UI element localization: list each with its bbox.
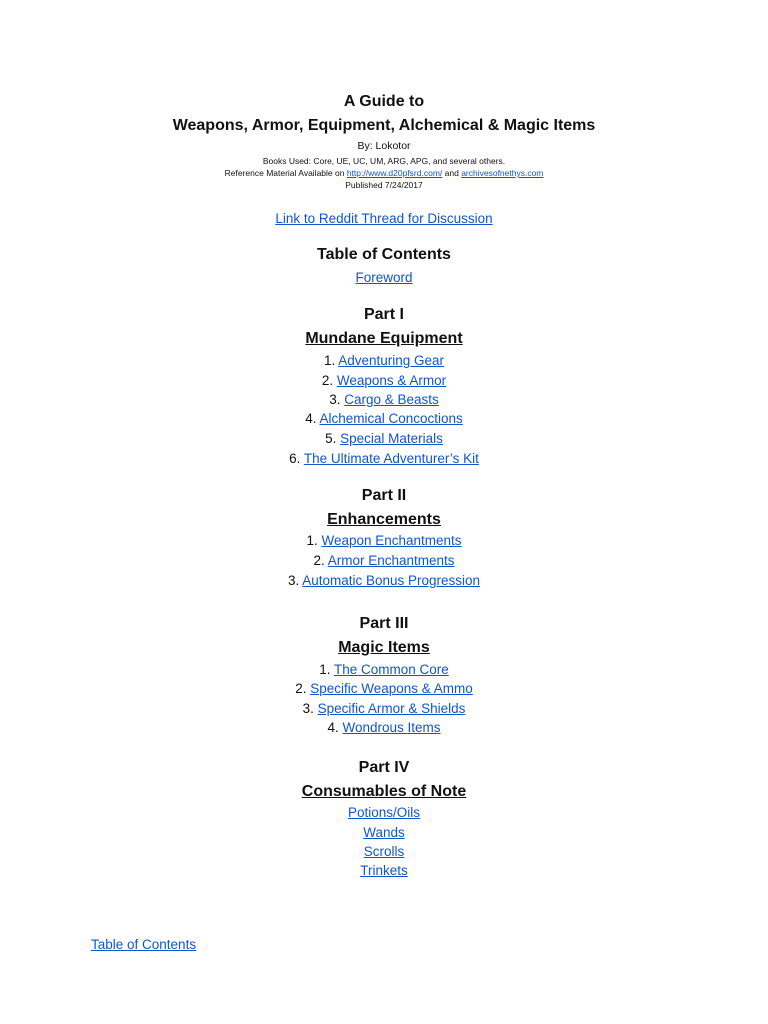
reference-line	[0, 168, 768, 178]
title-line-1: A Guide to	[343, 93, 425, 110]
d20pfsrd-link[interactable]: http://www.d20pfsrd.com/	[346, 168, 443, 178]
toc-link-scrolls[interactable]: Scrolls	[363, 844, 405, 859]
toc-link-weapon-enchantments[interactable]: Weapon Enchantments	[321, 533, 462, 548]
item-number: 2.	[295, 681, 311, 696]
toc-link-automatic-bonus-progression[interactable]: Automatic Bonus Progression	[302, 573, 481, 588]
toc-link-potions-oils[interactable]: Potions/Oils	[347, 805, 421, 820]
books-used: Books Used: Core, UE, UC, UM, ARG, APG, and several others.	[262, 156, 506, 166]
toc-link-alchemical-concoctions[interactable]: Alchemical Concoctions	[319, 411, 463, 426]
reference-prefix: Reference Material Available on	[224, 168, 347, 178]
toc-link-specific-weapons-ammo[interactable]: Specific Weapons & Ammo	[310, 681, 473, 696]
part-2-title: Enhancements	[327, 511, 441, 528]
list-item	[0, 825, 768, 840]
foreword-link[interactable]: Foreword	[355, 270, 413, 285]
published-date: Published 7/24/2017	[345, 180, 423, 190]
list-item	[0, 411, 768, 426]
archives-of-nethys-link[interactable]: archivesofnethys.com	[461, 168, 544, 178]
item-number: 1.	[323, 353, 339, 368]
list-item	[0, 681, 768, 696]
list-item	[0, 533, 768, 548]
back-to-toc-link[interactable]: Table of Contents	[91, 937, 197, 952]
item-number: 3.	[287, 573, 303, 588]
list-item	[0, 720, 768, 735]
item-number: 4.	[327, 720, 343, 735]
part-4-label: Part IV	[358, 759, 410, 776]
list-item	[0, 451, 768, 466]
item-number: 4.	[305, 411, 320, 426]
title-line-2: Weapons, Armor, Equipment, Alchemical & Magic Items	[172, 117, 596, 134]
item-number: 2.	[313, 553, 328, 568]
part-1-title: Mundane Equipment	[305, 330, 463, 347]
list-item	[0, 863, 768, 878]
toc-link-ultimate-adventurers-kit[interactable]: The Ultimate Adventurer’s Kit	[303, 451, 479, 466]
part-3-title: Magic Items	[338, 639, 430, 656]
toc-link-wondrous-items[interactable]: Wondrous Items	[342, 720, 441, 735]
list-item	[0, 844, 768, 859]
toc-link-wands[interactable]: Wands	[363, 825, 405, 840]
list-item	[0, 805, 768, 820]
byline: By: Lokotor	[357, 140, 411, 152]
toc-link-common-core[interactable]: The Common Core	[333, 662, 449, 677]
item-number: 3.	[329, 392, 345, 407]
item-number: 3.	[302, 701, 318, 716]
toc-link-weapons-armor[interactable]: Weapons & Armor	[336, 373, 447, 388]
part-4-title: Consumables of Note	[301, 783, 467, 800]
foreword-row	[0, 270, 768, 285]
reddit-thread-link[interactable]: Link to Reddit Thread for Discussion	[275, 211, 493, 226]
item-number: 1.	[319, 662, 334, 677]
part-2-label: Part II	[361, 487, 407, 504]
list-item	[0, 392, 768, 407]
toc-link-armor-enchantments[interactable]: Armor Enchantments	[327, 553, 455, 568]
item-number: 6.	[289, 451, 304, 466]
toc-link-cargo-beasts[interactable]: Cargo & Beasts	[344, 392, 439, 407]
list-item	[0, 373, 768, 388]
list-item	[0, 701, 768, 716]
list-item	[0, 431, 768, 446]
list-item	[0, 553, 768, 568]
toc-link-adventuring-gear[interactable]: Adventuring Gear	[338, 353, 445, 368]
part-3-label: Part III	[359, 615, 409, 632]
reddit-link-row	[0, 211, 768, 226]
list-item	[0, 662, 768, 677]
toc-link-trinkets[interactable]: Trinkets	[360, 863, 408, 878]
list-item	[0, 353, 768, 368]
toc-link-specific-armor-shields[interactable]: Specific Armor & Shields	[317, 701, 466, 716]
item-number: 5.	[325, 431, 341, 446]
item-number: 1.	[306, 533, 322, 548]
list-item	[0, 573, 768, 588]
item-number: 2.	[321, 373, 337, 388]
toc-link-special-materials[interactable]: Special Materials	[340, 431, 443, 446]
reference-middle: and	[442, 168, 462, 178]
part-1-label: Part I	[363, 306, 404, 323]
toc-heading: Table of Contents	[317, 246, 451, 263]
